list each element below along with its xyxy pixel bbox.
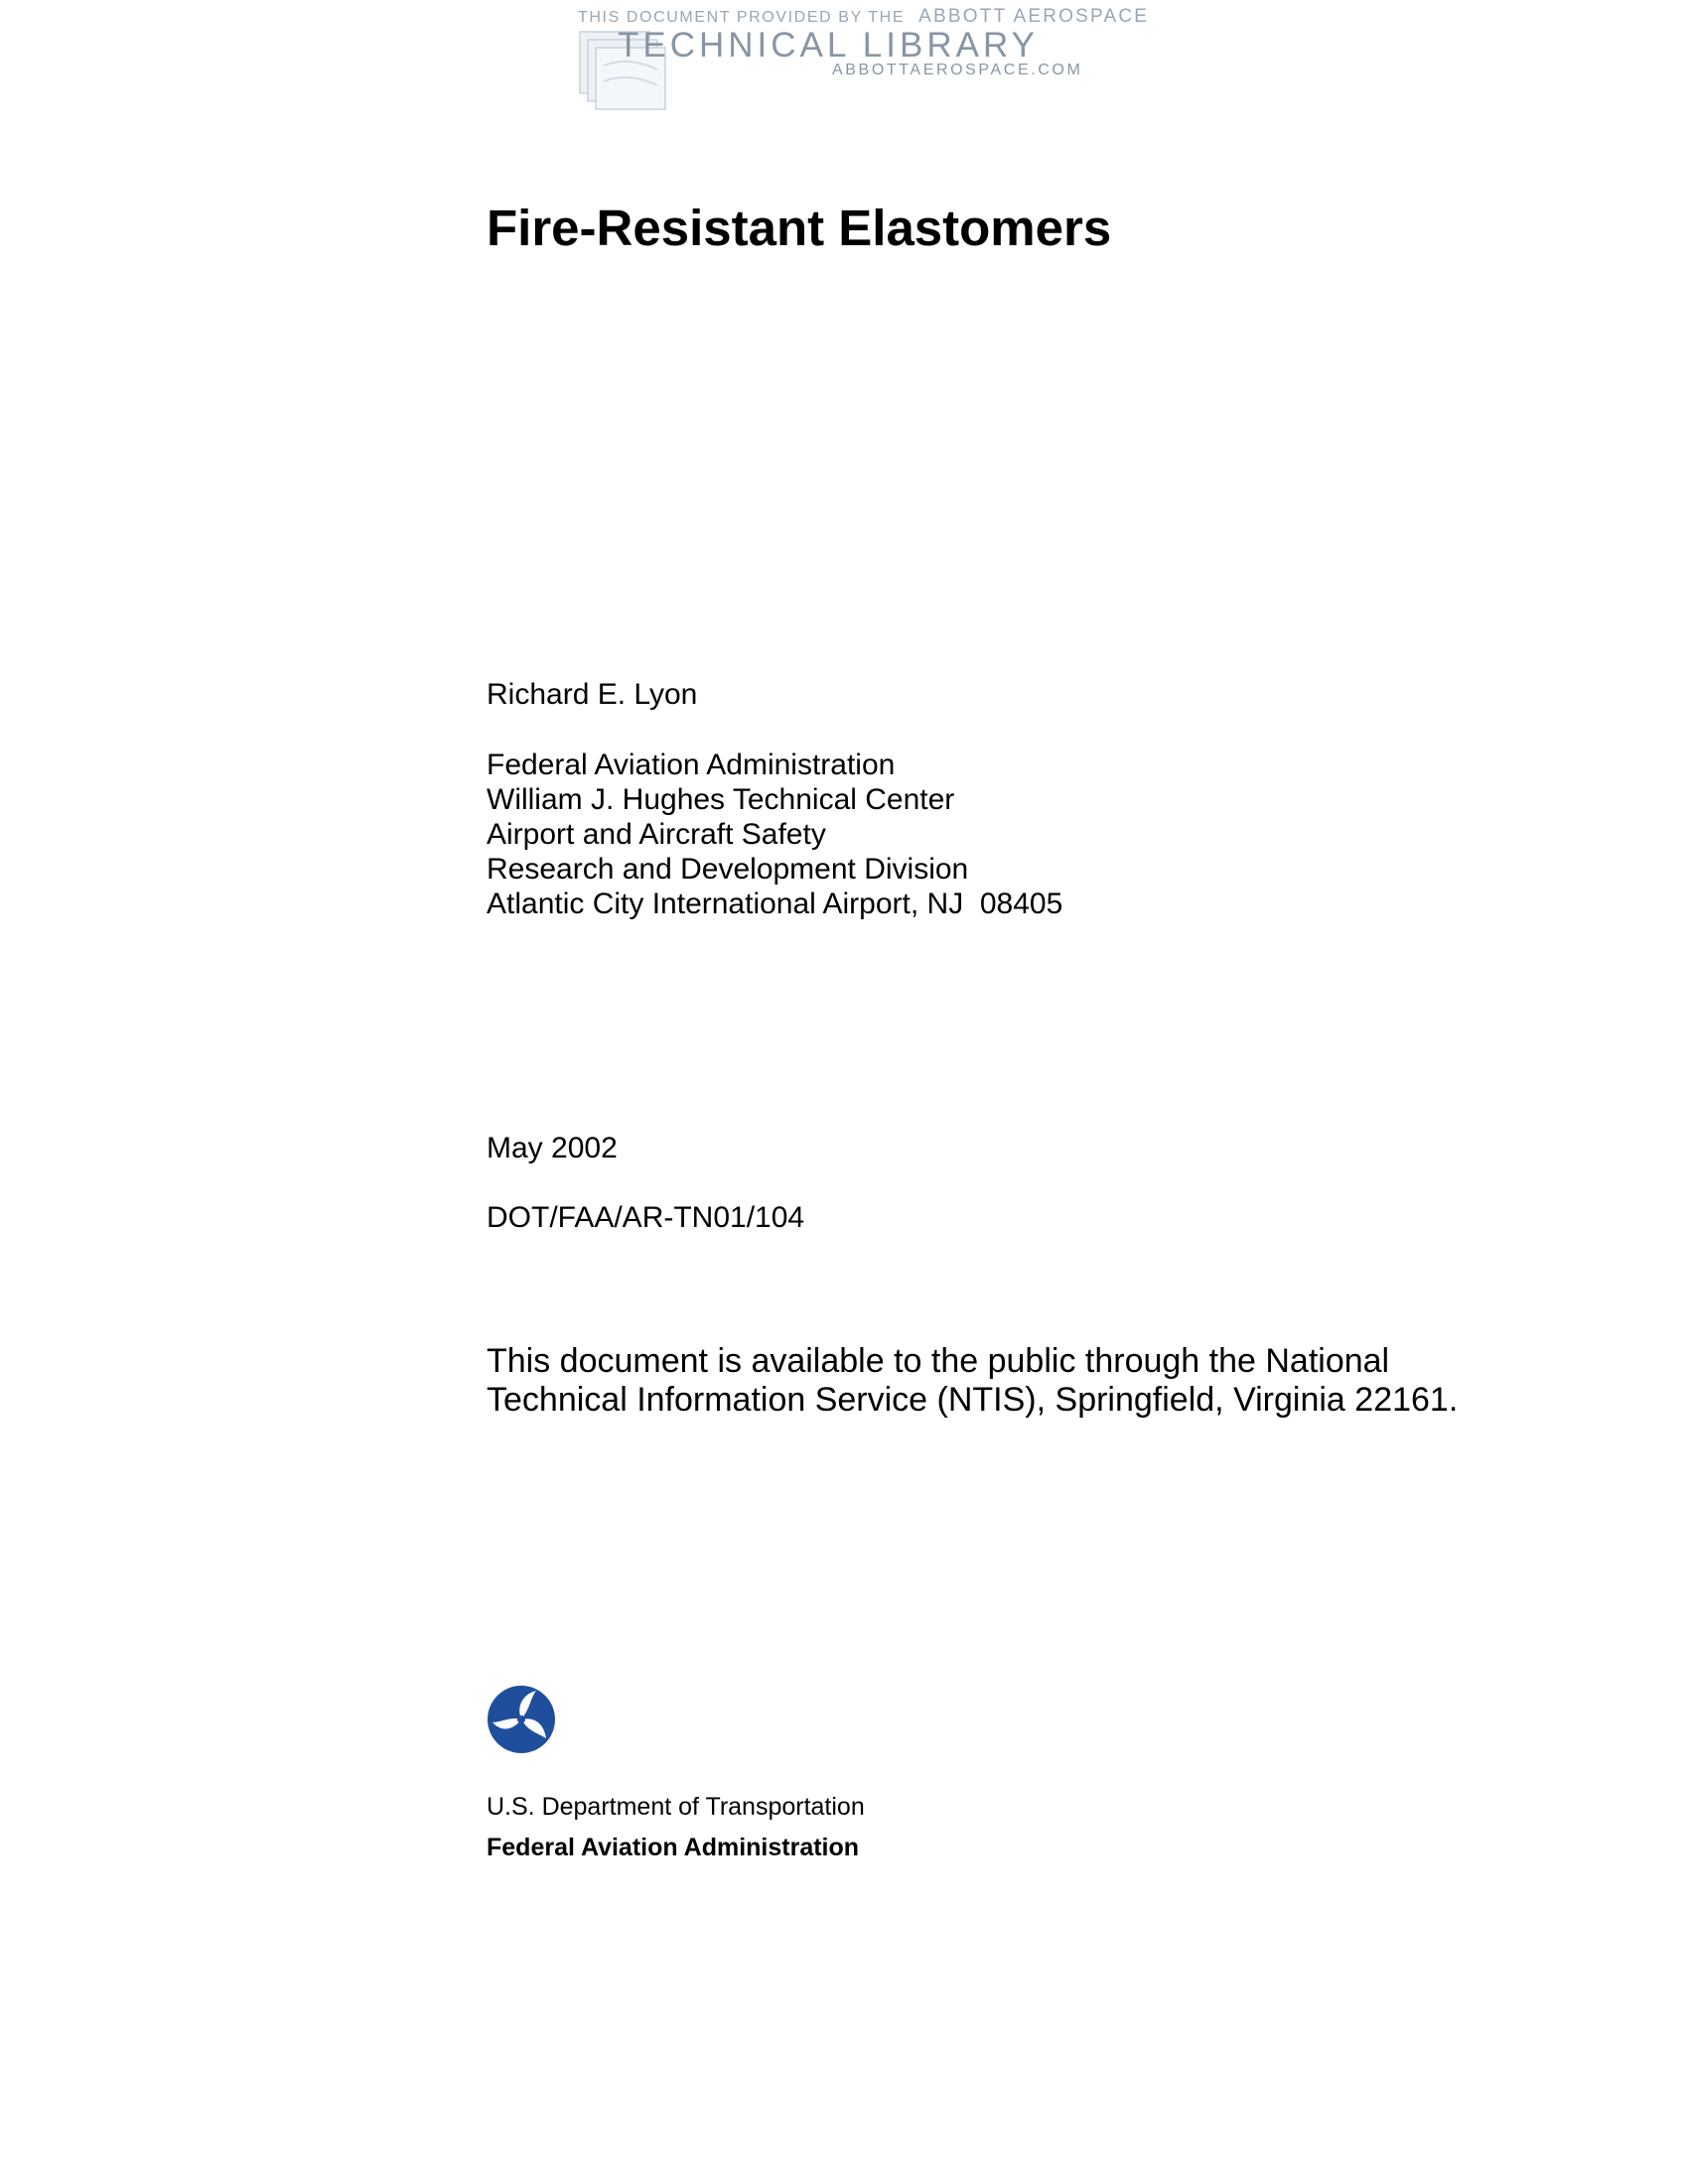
watermark-library-title: TECHNICAL LIBRARY: [618, 26, 1039, 65]
availability-statement: This document is available to the public through the National Technical Information Service (NTIS), Springfield, Virginia 22161.: [487, 1342, 1459, 1419]
watermark-brand-text: ABBOTT AEROSPACE: [918, 6, 1150, 27]
report-number: DOT/FAA/AR-TN01/104: [487, 1201, 805, 1234]
affiliation-line: Research and Development Division: [487, 853, 969, 886]
watermark-header: [574, 4, 1150, 113]
watermark-lead-text: THIS DOCUMENT PROVIDED BY THE: [578, 9, 906, 26]
affiliation-line: William J. Hughes Technical Center: [487, 783, 955, 816]
dot-tri-wing-logo-icon: [487, 1685, 556, 1754]
agency-name: Federal Aviation Administration: [487, 1834, 860, 1861]
watermark-website: ABBOTTAEROSPACE.COM: [832, 62, 1083, 78]
department-name: U.S. Department of Transportation: [487, 1793, 865, 1821]
side-band: [174, 0, 352, 2184]
author-name: Richard E. Lyon: [487, 678, 698, 711]
affiliation-line: Federal Aviation Administration: [487, 749, 896, 781]
watermark-provided-by: [578, 6, 1150, 28]
document-title: Fire-Resistant Elastomers: [487, 200, 1112, 256]
publication-date: May 2002: [487, 1132, 618, 1164]
affiliation-line: Airport and Aircraft Safety: [487, 818, 826, 851]
affiliation-line: Atlantic City International Airport, NJ 08405: [487, 887, 1063, 920]
author-affiliation: [487, 748, 1062, 921]
